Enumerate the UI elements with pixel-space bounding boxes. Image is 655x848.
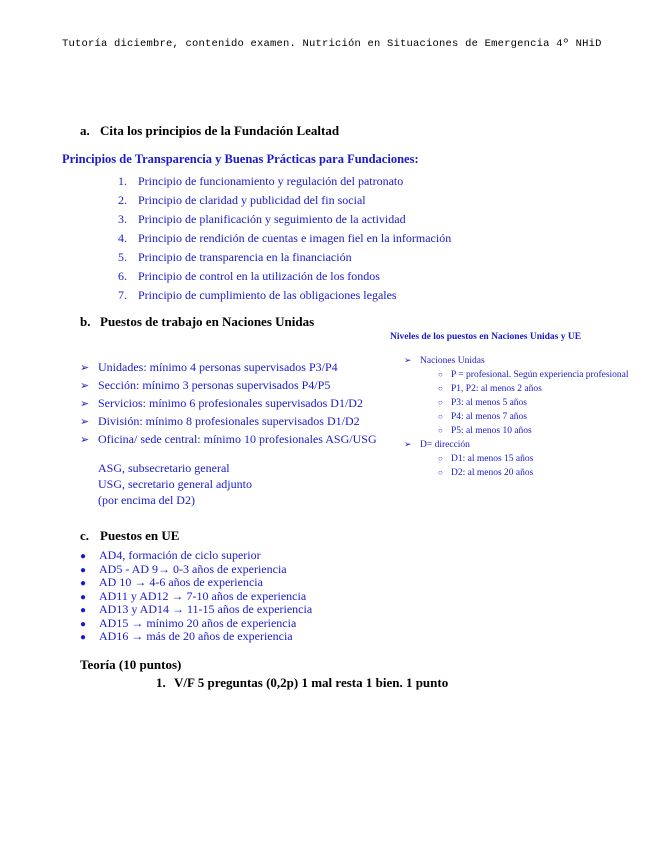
note-line: USG, secretario general adjunto xyxy=(98,477,252,491)
circle-bullet-icon: ○ xyxy=(438,384,443,393)
circle-bullet-icon: ○ xyxy=(438,426,443,435)
level-text: P = profesional. Según experiencia profesional xyxy=(451,370,629,380)
list-item xyxy=(80,376,377,394)
level-group-label: D= dirección xyxy=(420,440,470,450)
item-text: Servicios: mínimo 6 profesionales supervisados D1/D2 xyxy=(98,396,363,410)
item-text: Oficina/ sede central: mínimo 10 profesionales ASG/USG xyxy=(98,432,377,446)
item-text: AD13 y AD14 → 11-15 años de experiencia xyxy=(99,602,313,616)
list-item xyxy=(118,267,451,286)
item-text: AD 10 → 4-6 años de experiencia xyxy=(99,575,263,589)
item-text: Principio de cumplimiento de las obligaciones legales xyxy=(138,288,397,302)
section-c-heading xyxy=(80,528,179,544)
circle-bullet-icon: ○ xyxy=(438,412,443,421)
item-number: 2. xyxy=(118,193,127,207)
item-text: Principio de claridad y publicidad del fin social xyxy=(138,193,366,207)
principles-list xyxy=(118,172,451,305)
list-item xyxy=(118,286,451,305)
levels-panel xyxy=(390,332,629,480)
list-item xyxy=(80,563,312,577)
item-text: AD16 → más de 20 años de experiencia xyxy=(99,629,293,643)
item-text: Principio de control en la utilización de los fondos xyxy=(138,269,380,283)
note-line: (por encima del D2) xyxy=(98,493,195,507)
list-item xyxy=(80,549,312,563)
level-item xyxy=(390,466,629,480)
item-text: Unidades: mínimo 4 personas supervisados P3/P4 xyxy=(98,360,338,374)
item-text: AD11 y AD12 → 7-10 años de experiencia xyxy=(99,588,307,603)
level-text: P5: al menos 10 años xyxy=(451,426,532,436)
arrow-bullet-icon: ➢ xyxy=(80,380,90,392)
bullet-icon: ● xyxy=(80,632,87,643)
item-number: 5. xyxy=(118,250,127,264)
level-item xyxy=(390,410,629,424)
item-number: 6. xyxy=(118,269,127,283)
section-a-title: Cita los principios de la Fundación Lealtad xyxy=(100,123,340,138)
bullet-icon: ● xyxy=(80,564,87,576)
level-item xyxy=(390,424,629,438)
list-item xyxy=(80,617,312,631)
list-item xyxy=(80,430,377,448)
list-item xyxy=(80,590,312,604)
question-item xyxy=(156,675,448,691)
item-text: Principio de planificación y seguimiento de la actividad xyxy=(138,212,406,226)
arrow-bullet-icon: ➢ xyxy=(80,416,90,428)
level-group xyxy=(390,438,629,452)
section-c-label: c. xyxy=(80,528,90,543)
abbreviation-notes xyxy=(98,460,252,508)
list-item xyxy=(118,229,451,248)
arrow-bullet-icon: ➢ xyxy=(80,362,90,374)
bullet-icon: ● xyxy=(80,618,87,630)
question-text: V/F 5 preguntas (0,2p) 1 mal resta 1 bien. 1 punto xyxy=(174,675,449,690)
section-b-title: Puestos de trabajo en Naciones Unidas xyxy=(100,314,315,329)
list-item xyxy=(118,248,451,267)
item-text: AD15 → mínimo 20 años de experiencia xyxy=(99,615,297,630)
circle-bullet-icon: ○ xyxy=(438,454,443,463)
bullet-icon: ● xyxy=(80,605,87,616)
principles-subtitle: Principios de Transparencia y Buenas Prácticas para Fundaciones: xyxy=(62,152,419,166)
level-item xyxy=(390,452,629,466)
note-line: ASG, subsecretario general xyxy=(98,461,230,475)
list-item xyxy=(80,358,377,376)
arrow-bullet-icon: ➢ xyxy=(80,398,90,410)
section-a-label: a. xyxy=(80,123,90,138)
level-item xyxy=(390,368,629,382)
list-item xyxy=(80,630,312,644)
item-text: Sección: mínimo 3 personas supervisados P4/P5 xyxy=(98,378,331,392)
list-item xyxy=(118,210,451,229)
section-c-title: Puestos en UE xyxy=(100,528,180,543)
ue-positions-list xyxy=(80,549,312,644)
levels-title: Niveles de los puestos en Naciones Unidas y UE xyxy=(390,332,582,342)
item-number: 3. xyxy=(118,212,127,226)
arrow-bullet-icon: ➢ xyxy=(404,355,412,365)
item-number: 7. xyxy=(118,288,127,302)
item-text: AD4, formación de ciclo superior xyxy=(99,548,261,562)
list-item xyxy=(118,191,451,210)
item-text: División: mínimo 8 profesionales supervisados D1/D2 xyxy=(98,414,360,428)
circle-bullet-icon: ○ xyxy=(438,468,443,477)
section-b-heading xyxy=(80,314,314,330)
level-text: D1: al menos 15 años xyxy=(451,454,534,464)
level-group-label: Naciones Unidas xyxy=(420,356,485,366)
page-header: Tutoría diciembre, contenido examen. Nutrición en Situaciones de Emergencia 4º NHiD xyxy=(62,38,602,50)
item-text: Principio de funcionamiento y regulación del patronato xyxy=(138,174,404,188)
item-text: Principio de rendición de cuentas e imagen fiel en la información xyxy=(138,231,452,245)
level-text: P1, P2: al menos 2 años xyxy=(451,384,542,394)
list-item xyxy=(118,172,451,191)
level-text: D2: al menos 20 años xyxy=(451,468,534,478)
section-a-heading xyxy=(80,123,339,139)
level-group xyxy=(390,354,629,368)
theory-heading: Teoría (10 puntos) xyxy=(80,657,182,672)
item-number: 4. xyxy=(118,231,127,245)
level-item xyxy=(390,382,629,396)
un-positions-list xyxy=(80,358,377,448)
level-text: P4: al menos 7 años xyxy=(451,412,527,422)
circle-bullet-icon: ○ xyxy=(438,398,443,407)
level-text: P3: al menos 5 años xyxy=(451,398,527,408)
arrow-bullet-icon: ➢ xyxy=(404,439,412,449)
item-number: 1. xyxy=(118,174,127,188)
arrow-bullet-icon: ➢ xyxy=(80,434,90,446)
bullet-icon: ● xyxy=(80,551,87,562)
item-text: Principio de transparencia en la financiación xyxy=(138,250,352,264)
level-item xyxy=(390,396,629,410)
list-item xyxy=(80,394,377,412)
item-text: AD5 - AD 9→ 0-3 años de experiencia xyxy=(99,561,287,576)
bullet-icon: ● xyxy=(80,591,87,603)
bullet-icon: ● xyxy=(80,578,87,589)
list-item xyxy=(80,412,377,430)
list-item xyxy=(80,576,312,590)
question-number: 1. xyxy=(156,675,166,690)
section-b-label: b. xyxy=(80,314,91,329)
list-item xyxy=(80,603,312,617)
circle-bullet-icon: ○ xyxy=(438,370,443,379)
